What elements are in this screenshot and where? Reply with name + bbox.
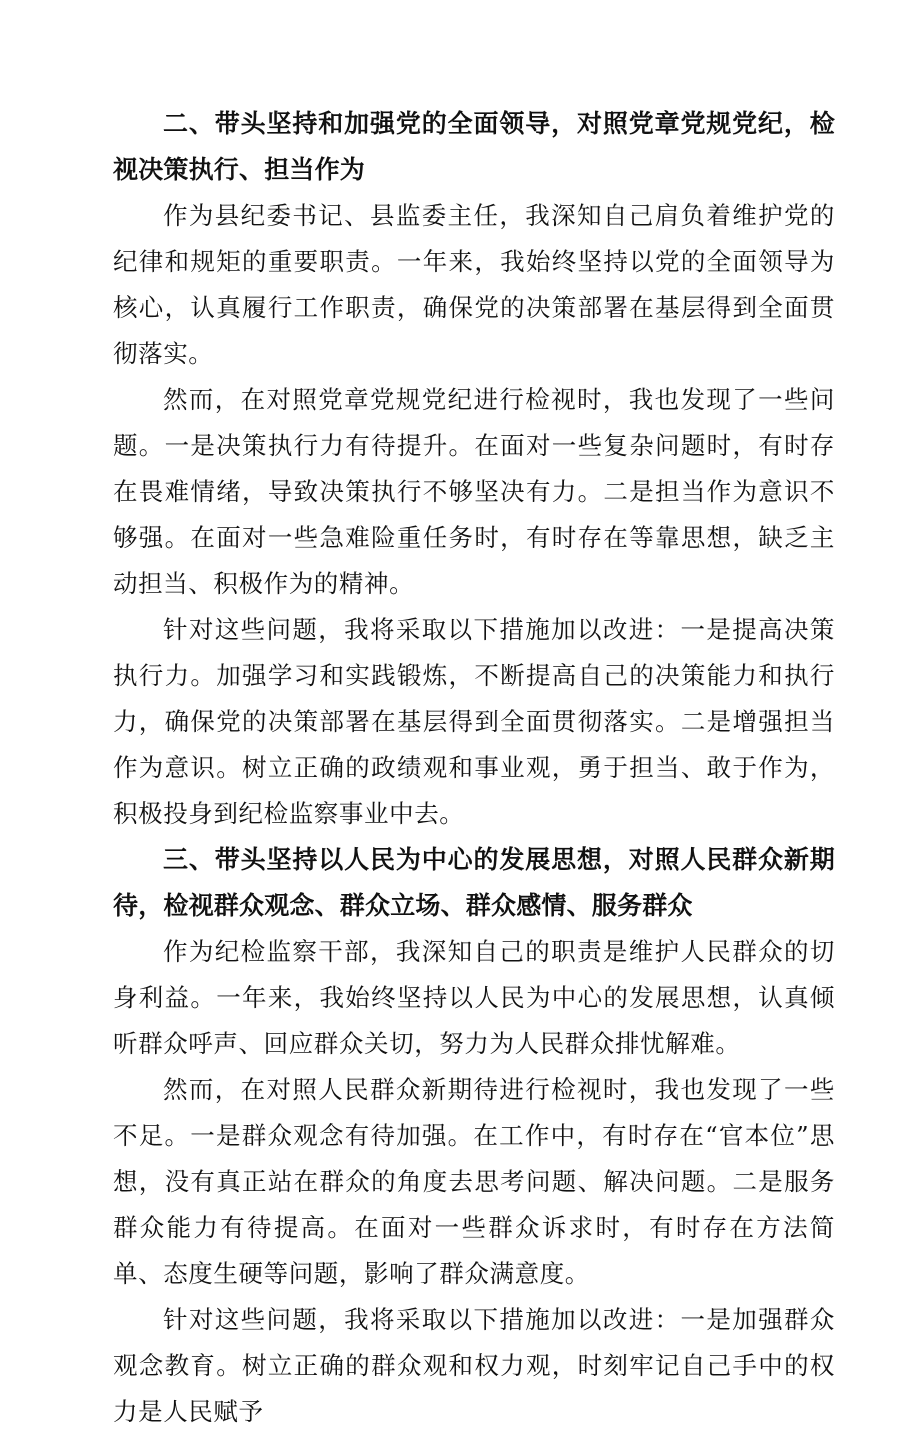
paragraph: 然而，在对照人民群众新期待进行检视时，我也发现了一些不足。一是群众观念有待加强。在工作中，有时存在“官本位”思想，没有真正站在群众的角度去思考问题、解决问题。二是服务群众能力有待提高。在面对一些群众诉求时，有时存在方法简单、态度生硬等问题，影响了群众满意度。 — [113, 1075, 835, 1288]
paragraph: 作为纪检监察干部，我深知自己的职责是维护人民群众的切身利益。一年来，我始终坚持以人民为中心的发展思想，认真倾听群众呼声、回应群众关切，努力为人民群众排忧解难。 — [113, 937, 835, 1058]
paragraph: 然而，在对照党章党规党纪进行检视时，我也发现了一些问题。一是决策执行力有待提升。在面对一些复杂问题时，有时存在畏难情绪，导致决策执行不够坚决有力。二是担当作为意识不够强。在面对一些急难险重任务时，有时存在等靠思想，缺乏主动担当、积极作为的精神。 — [113, 385, 835, 598]
section-heading-3: 三、带头坚持以人民为中心的发展思想，对照人民群众新期待，检视群众观念、群众立场、群众感情、服务群众 — [113, 845, 835, 920]
document-body — [113, 101, 835, 1435]
paragraph: 针对这些问题，我将采取以下措施加以改进：一是提高决策执行力。加强学习和实践锻炼，不断提高自己的决策能力和执行力，确保党的决策部署在基层得到全面贯彻落实。二是增强担当作为意识。树立正确的政绩观和事业观，勇于担当、敢于作为，积极投身到纪检监察事业中去。 — [113, 615, 835, 828]
paragraph: 针对这些问题，我将采取以下措施加以改进：一是加强群众观念教育。树立正确的群众观和权力观，时刻牢记自己手中的权力是人民赋予 — [113, 1305, 835, 1426]
section-heading-2: 二、带头坚持和加强党的全面领导，对照党章党规党纪，检视决策执行、担当作为 — [113, 109, 835, 184]
paragraph: 作为县纪委书记、县监委主任，我深知自己肩负着维护党的纪律和规矩的重要职责。一年来，我始终坚持以党的全面领导为核心，认真履行工作职责，确保党的决策部署在基层得到全面贯彻落实。 — [113, 201, 835, 368]
